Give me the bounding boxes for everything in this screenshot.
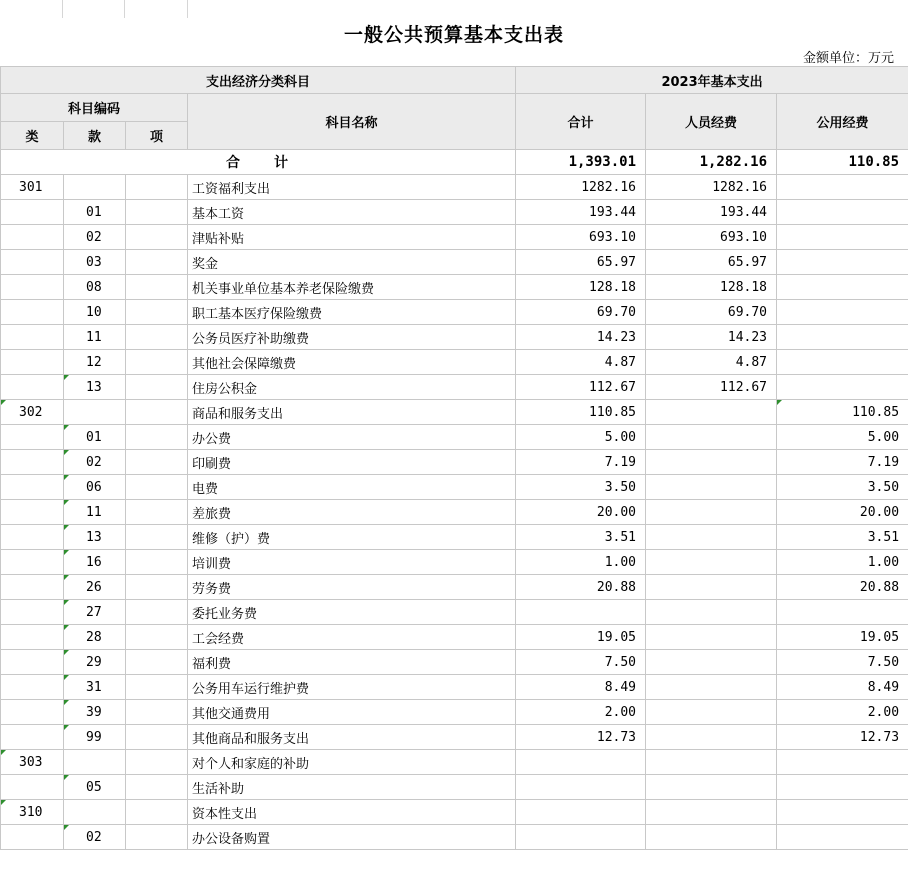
cell-name[interactable]: 机关事业单位基本养老保险缴费 xyxy=(188,275,516,300)
cell-xiang[interactable] xyxy=(126,275,188,300)
cell-total[interactable] xyxy=(516,775,646,800)
cell-lei[interactable] xyxy=(1,525,64,550)
table-row xyxy=(1,825,908,850)
cell-xiang[interactable] xyxy=(126,700,188,725)
cell-xiang[interactable] xyxy=(126,175,188,200)
cell-name[interactable]: 印刷费 xyxy=(188,450,516,475)
cell-public[interactable] xyxy=(777,225,908,250)
cell-public[interactable]: 3.50 xyxy=(777,475,908,500)
table-row xyxy=(1,175,908,200)
cell-kuan[interactable] xyxy=(64,750,126,775)
table-row xyxy=(1,375,908,400)
cell-name[interactable]: 对个人和家庭的补助 xyxy=(188,750,516,775)
cell-personnel[interactable] xyxy=(646,575,777,600)
cell-lei[interactable] xyxy=(1,275,64,300)
cell-xiang[interactable] xyxy=(126,775,188,800)
cell-personnel[interactable] xyxy=(646,550,777,575)
header-item-name: 科目名称 xyxy=(188,94,516,150)
cell-xiang[interactable] xyxy=(126,600,188,625)
cell-kuan[interactable]: 08 xyxy=(64,275,126,300)
cell-public[interactable]: 5.00 xyxy=(777,425,908,450)
table-row xyxy=(1,500,908,525)
cell-xiang[interactable] xyxy=(126,650,188,675)
cell-xiang[interactable] xyxy=(126,675,188,700)
cell-total[interactable]: 7.50 xyxy=(516,650,646,675)
cell-kuan[interactable]: 05 xyxy=(64,775,126,800)
cell-lei[interactable] xyxy=(1,450,64,475)
cell-total[interactable]: 2.00 xyxy=(516,700,646,725)
cell-total[interactable]: 65.97 xyxy=(516,250,646,275)
cell-personnel[interactable] xyxy=(646,425,777,450)
spreadsheet-top-cells xyxy=(0,0,188,18)
cell-xiang[interactable] xyxy=(126,825,188,850)
cell-name[interactable]: 电费 xyxy=(188,475,516,500)
totals-row xyxy=(1,150,908,175)
cell-kuan[interactable]: 02 xyxy=(64,825,126,850)
cell-name[interactable]: 职工基本医疗保险缴费 xyxy=(188,300,516,325)
cell-lei[interactable] xyxy=(1,575,64,600)
cell-kuan[interactable]: 28 xyxy=(64,625,126,650)
cell-public[interactable]: 20.88 xyxy=(777,575,908,600)
totals-label: 合 计 xyxy=(1,150,516,175)
cell-public[interactable] xyxy=(777,250,908,275)
cell-name[interactable]: 福利费 xyxy=(188,650,516,675)
cell-xiang[interactable] xyxy=(126,250,188,275)
cell-name[interactable]: 差旅费 xyxy=(188,500,516,525)
cell-name[interactable]: 资本性支出 xyxy=(188,800,516,825)
cell-total[interactable]: 128.18 xyxy=(516,275,646,300)
cell-public[interactable] xyxy=(777,275,908,300)
cell-personnel[interactable]: 128.18 xyxy=(646,275,777,300)
cell-public[interactable]: 19.05 xyxy=(777,625,908,650)
cell-total[interactable]: 20.88 xyxy=(516,575,646,600)
page-title: 一般公共预算基本支出表 xyxy=(343,24,564,46)
cell-lei[interactable]: 310 xyxy=(1,800,64,825)
table-row xyxy=(1,600,908,625)
cell-lei[interactable] xyxy=(1,675,64,700)
cell-kuan[interactable]: 11 xyxy=(64,500,126,525)
cell-public[interactable] xyxy=(777,775,908,800)
cell-total[interactable]: 4.87 xyxy=(516,350,646,375)
table-row xyxy=(1,675,908,700)
cell-personnel[interactable]: 69.70 xyxy=(646,300,777,325)
cell-kuan[interactable]: 13 xyxy=(64,375,126,400)
table-row xyxy=(1,475,908,500)
cell-personnel[interactable]: 193.44 xyxy=(646,200,777,225)
cell-total[interactable] xyxy=(516,600,646,625)
cell-xiang[interactable] xyxy=(126,300,188,325)
cell-kuan[interactable]: 26 xyxy=(64,575,126,600)
cell-name[interactable]: 维修（护）费 xyxy=(188,525,516,550)
table-row xyxy=(1,225,908,250)
cell-xiang[interactable] xyxy=(126,400,188,425)
cell-name[interactable]: 办公设备购置 xyxy=(188,825,516,850)
cell-xiang[interactable] xyxy=(126,725,188,750)
totals-total: 1,393.01 xyxy=(516,150,646,175)
cell-lei[interactable] xyxy=(1,350,64,375)
cell-lei[interactable] xyxy=(1,650,64,675)
cell-public[interactable] xyxy=(777,200,908,225)
cell-name[interactable]: 奖金 xyxy=(188,250,516,275)
budget-table xyxy=(0,66,908,850)
cell-public[interactable]: 12.73 xyxy=(777,725,908,750)
cell-lei[interactable] xyxy=(1,500,64,525)
cell-xiang[interactable] xyxy=(126,200,188,225)
cell-lei[interactable]: 302 xyxy=(1,400,64,425)
cell-personnel[interactable] xyxy=(646,525,777,550)
cell-xiang[interactable] xyxy=(126,750,188,775)
cell-lei[interactable] xyxy=(1,550,64,575)
cell-name[interactable]: 公务用车运行维护费 xyxy=(188,675,516,700)
cell-name[interactable]: 劳务费 xyxy=(188,575,516,600)
cell-kuan[interactable]: 01 xyxy=(64,200,126,225)
table-row xyxy=(1,400,908,425)
cell-name[interactable]: 其他交通费用 xyxy=(188,700,516,725)
cell-public[interactable] xyxy=(777,325,908,350)
cell-total[interactable] xyxy=(516,800,646,825)
cell-public[interactable]: 8.49 xyxy=(777,675,908,700)
cell-public[interactable]: 2.00 xyxy=(777,700,908,725)
cell-public[interactable]: 1.00 xyxy=(777,550,908,575)
cell-total[interactable]: 1282.16 xyxy=(516,175,646,200)
table-row xyxy=(1,775,908,800)
cell-xiang[interactable] xyxy=(126,475,188,500)
cell-xiang[interactable] xyxy=(126,350,188,375)
cell-personnel[interactable]: 112.67 xyxy=(646,375,777,400)
cell-xiang[interactable] xyxy=(126,575,188,600)
cell-personnel[interactable] xyxy=(646,600,777,625)
cell-total[interactable]: 193.44 xyxy=(516,200,646,225)
table-row xyxy=(1,800,908,825)
table-row xyxy=(1,325,908,350)
cell-xiang[interactable] xyxy=(126,225,188,250)
cell-personnel[interactable] xyxy=(646,825,777,850)
cell-xiang[interactable] xyxy=(126,525,188,550)
cell-name[interactable]: 办公费 xyxy=(188,425,516,450)
cell-total[interactable]: 14.23 xyxy=(516,325,646,350)
cell-lei[interactable] xyxy=(1,425,64,450)
cell-total[interactable]: 3.50 xyxy=(516,475,646,500)
cell-public[interactable] xyxy=(777,825,908,850)
table-row xyxy=(1,525,908,550)
unit-label: 金额单位：万元 xyxy=(802,51,894,66)
cell-lei[interactable] xyxy=(1,825,64,850)
header-xiang: 项 xyxy=(126,122,188,150)
cell-public[interactable] xyxy=(777,175,908,200)
table-row xyxy=(1,725,908,750)
cell-lei[interactable] xyxy=(1,625,64,650)
cell-personnel[interactable] xyxy=(646,450,777,475)
table-row xyxy=(1,575,908,600)
cell-personnel[interactable] xyxy=(646,475,777,500)
header-group-2023: 2023年基本支出 xyxy=(516,67,908,94)
cell-name[interactable]: 委托业务费 xyxy=(188,600,516,625)
cell-total[interactable]: 69.70 xyxy=(516,300,646,325)
header-lei: 类 xyxy=(1,122,64,150)
cell-total[interactable]: 1.00 xyxy=(516,550,646,575)
cell-kuan[interactable]: 39 xyxy=(64,700,126,725)
cell-kuan[interactable]: 03 xyxy=(64,250,126,275)
table-row xyxy=(1,550,908,575)
cell-lei[interactable] xyxy=(1,775,64,800)
table-row xyxy=(1,425,908,450)
cell-kuan[interactable]: 06 xyxy=(64,475,126,500)
cell-kuan[interactable]: 10 xyxy=(64,300,126,325)
cell-public[interactable] xyxy=(777,300,908,325)
cell-total[interactable] xyxy=(516,750,646,775)
cell-total[interactable]: 693.10 xyxy=(516,225,646,250)
cell-total[interactable]: 19.05 xyxy=(516,625,646,650)
cell-lei[interactable] xyxy=(1,250,64,275)
totals-public: 110.85 xyxy=(777,150,908,175)
cell-kuan[interactable]: 31 xyxy=(64,675,126,700)
table-row xyxy=(1,200,908,225)
cell-public[interactable] xyxy=(777,600,908,625)
header-personnel: 人员经费 xyxy=(646,94,777,150)
cell-kuan[interactable]: 02 xyxy=(64,450,126,475)
cell-lei[interactable] xyxy=(1,225,64,250)
cell-personnel[interactable]: 4.87 xyxy=(646,350,777,375)
cell-xiang[interactable] xyxy=(126,625,188,650)
cell-public[interactable] xyxy=(777,750,908,775)
table-row xyxy=(1,625,908,650)
cell-public[interactable]: 7.50 xyxy=(777,650,908,675)
cell-lei[interactable] xyxy=(1,475,64,500)
cell-total[interactable]: 12.73 xyxy=(516,725,646,750)
cell-name[interactable]: 津贴补贴 xyxy=(188,225,516,250)
cell-kuan[interactable] xyxy=(64,400,126,425)
cell-personnel[interactable] xyxy=(646,675,777,700)
header-public: 公用经费 xyxy=(777,94,908,150)
cell-public[interactable]: 3.51 xyxy=(777,525,908,550)
cell-public[interactable] xyxy=(777,350,908,375)
cell-total[interactable]: 112.67 xyxy=(516,375,646,400)
cell-public[interactable] xyxy=(777,375,908,400)
cell-total[interactable]: 5.00 xyxy=(516,425,646,450)
header-kuan: 款 xyxy=(64,122,126,150)
cell-personnel[interactable]: 693.10 xyxy=(646,225,777,250)
cell-xiang[interactable] xyxy=(126,325,188,350)
cell-personnel[interactable]: 1282.16 xyxy=(646,175,777,200)
cell-personnel[interactable] xyxy=(646,500,777,525)
cell-public[interactable]: 7.19 xyxy=(777,450,908,475)
cell-name[interactable]: 工资福利支出 xyxy=(188,175,516,200)
table-row xyxy=(1,700,908,725)
header-group-classification: 支出经济分类科目 xyxy=(1,67,516,94)
cell-name[interactable]: 培训费 xyxy=(188,550,516,575)
cell-personnel[interactable]: 65.97 xyxy=(646,250,777,275)
cell-xiang[interactable] xyxy=(126,375,188,400)
cell-kuan[interactable]: 01 xyxy=(64,425,126,450)
cell-lei[interactable] xyxy=(1,700,64,725)
cell-kuan[interactable] xyxy=(64,800,126,825)
cell-kuan[interactable]: 11 xyxy=(64,325,126,350)
cell-lei[interactable]: 303 xyxy=(1,750,64,775)
table-row xyxy=(1,350,908,375)
cell-public[interactable]: 20.00 xyxy=(777,500,908,525)
cell-kuan[interactable]: 13 xyxy=(64,525,126,550)
cell-personnel[interactable] xyxy=(646,625,777,650)
cell-name[interactable]: 其他商品和服务支出 xyxy=(188,725,516,750)
cell-xiang[interactable] xyxy=(126,425,188,450)
cell-personnel[interactable] xyxy=(646,750,777,775)
cell-name[interactable]: 公务员医疗补助缴费 xyxy=(188,325,516,350)
table-row xyxy=(1,450,908,475)
cell-public[interactable]: 110.85 xyxy=(777,400,908,425)
cell-name[interactable]: 住房公积金 xyxy=(188,375,516,400)
cell-personnel[interactable] xyxy=(646,650,777,675)
cell-name[interactable]: 工会经费 xyxy=(188,625,516,650)
cell-xiang[interactable] xyxy=(126,450,188,475)
table-row xyxy=(1,750,908,775)
cell-lei[interactable] xyxy=(1,725,64,750)
cell-public[interactable] xyxy=(777,800,908,825)
cell-kuan[interactable]: 27 xyxy=(64,600,126,625)
cell-total[interactable]: 20.00 xyxy=(516,500,646,525)
table-row xyxy=(1,250,908,275)
totals-personnel: 1,282.16 xyxy=(646,150,777,175)
table-row xyxy=(1,275,908,300)
cell-name[interactable]: 商品和服务支出 xyxy=(188,400,516,425)
cell-lei[interactable] xyxy=(1,300,64,325)
cell-total[interactable]: 8.49 xyxy=(516,675,646,700)
table-row xyxy=(1,300,908,325)
cell-total[interactable] xyxy=(516,825,646,850)
cell-lei[interactable] xyxy=(1,325,64,350)
cell-total[interactable]: 7.19 xyxy=(516,450,646,475)
cell-xiang[interactable] xyxy=(126,550,188,575)
cell-xiang[interactable] xyxy=(126,500,188,525)
table-row xyxy=(1,650,908,675)
cell-lei[interactable] xyxy=(1,375,64,400)
header-total: 合计 xyxy=(516,94,646,150)
cell-personnel[interactable]: 14.23 xyxy=(646,325,777,350)
cell-kuan[interactable]: 12 xyxy=(64,350,126,375)
cell-total[interactable]: 3.51 xyxy=(516,525,646,550)
cell-kuan[interactable]: 29 xyxy=(64,650,126,675)
cell-lei[interactable] xyxy=(1,600,64,625)
cell-personnel[interactable] xyxy=(646,775,777,800)
cell-personnel[interactable] xyxy=(646,800,777,825)
cell-kuan[interactable]: 02 xyxy=(64,225,126,250)
cell-personnel[interactable] xyxy=(646,400,777,425)
cell-name[interactable]: 生活补助 xyxy=(188,775,516,800)
cell-kuan[interactable]: 99 xyxy=(64,725,126,750)
cell-lei[interactable]: 301 xyxy=(1,175,64,200)
cell-kuan[interactable]: 16 xyxy=(64,550,126,575)
cell-personnel[interactable] xyxy=(646,700,777,725)
cell-total[interactable]: 110.85 xyxy=(516,400,646,425)
cell-name[interactable]: 基本工资 xyxy=(188,200,516,225)
cell-xiang[interactable] xyxy=(126,800,188,825)
cell-lei[interactable] xyxy=(1,200,64,225)
cell-kuan[interactable] xyxy=(64,175,126,200)
header-code-group: 科目编码 xyxy=(1,94,188,122)
cell-name[interactable]: 其他社会保障缴费 xyxy=(188,350,516,375)
cell-personnel[interactable] xyxy=(646,725,777,750)
